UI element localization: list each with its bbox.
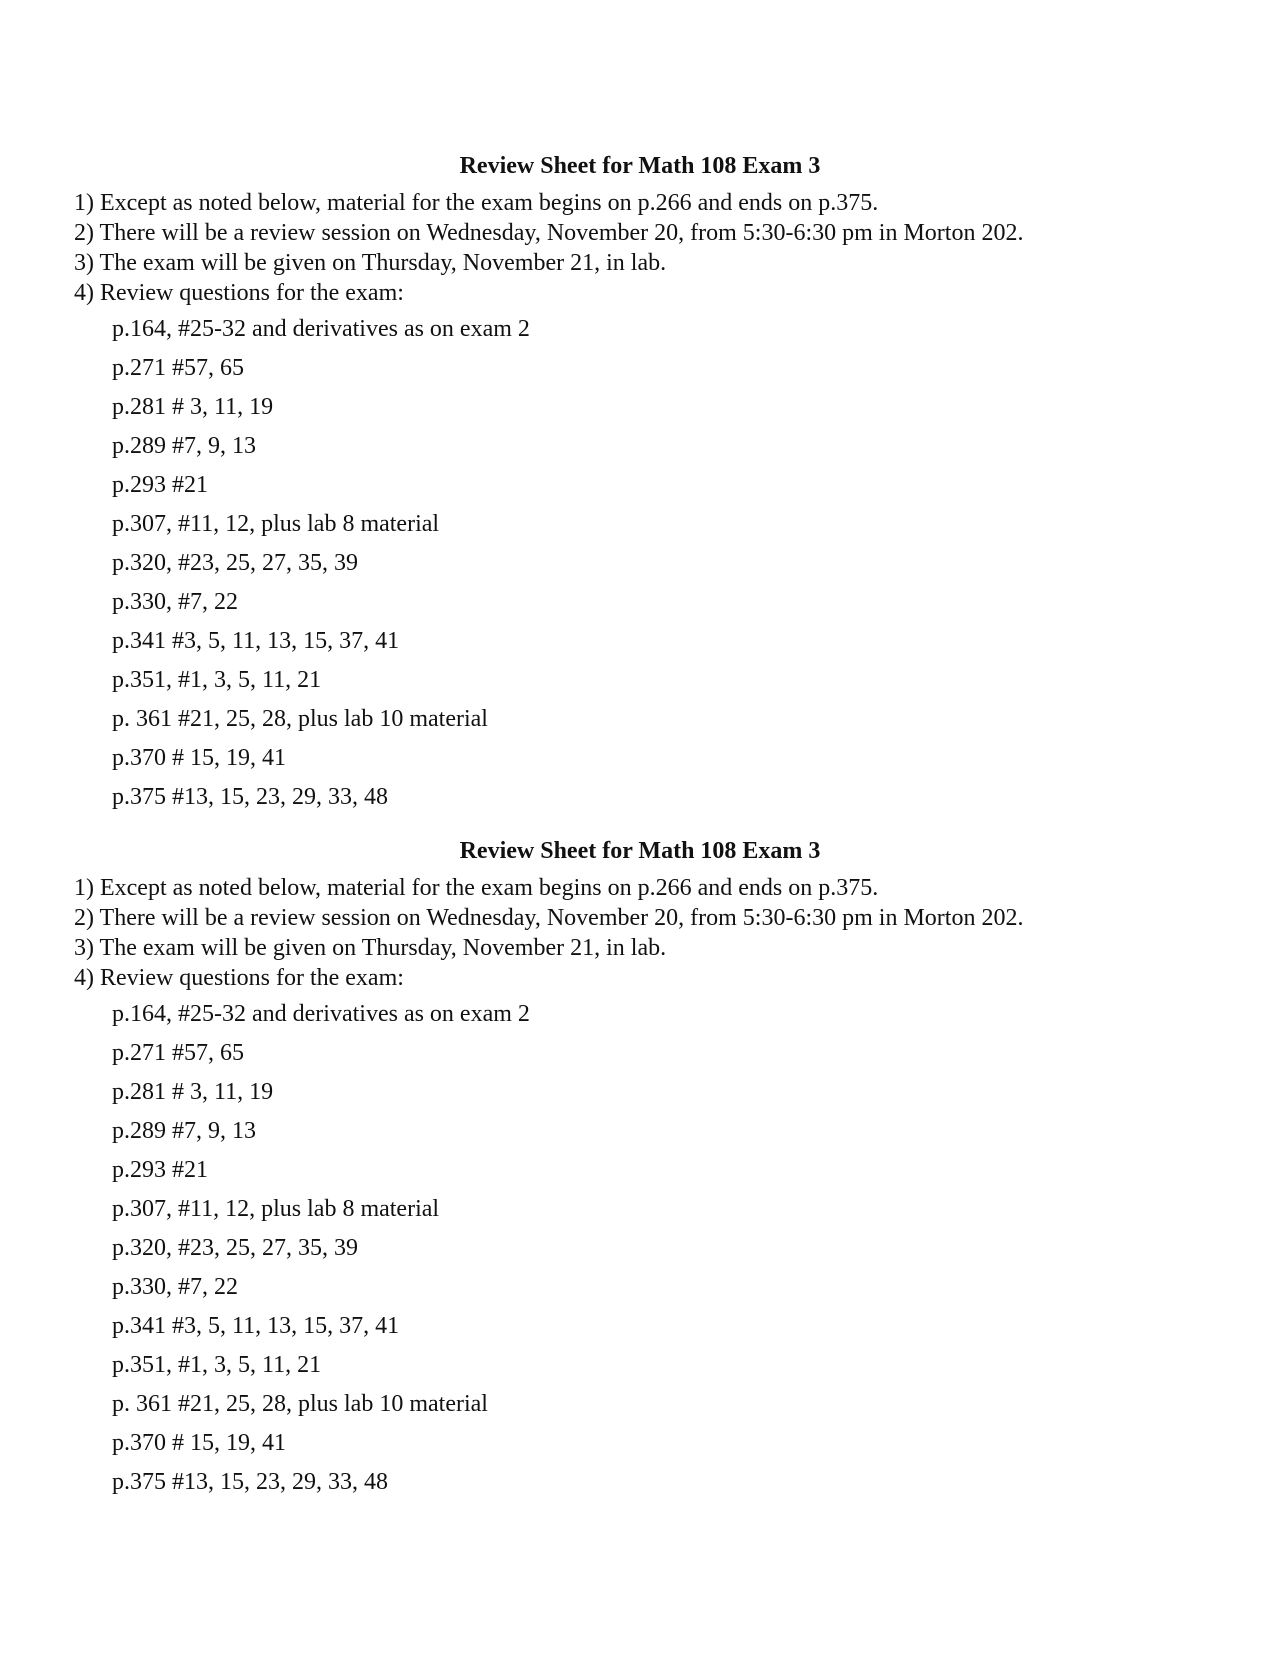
question-item: p.164, #25-32 and derivatives as on exam 2 [112, 1001, 530, 1027]
review-questions-list [112, 995, 530, 1502]
question-item: p.281 # 3, 11, 19 [112, 394, 274, 420]
note-item: 2) There will be a review session on Wednesday, November 20, from 5:30-6:30 pm in Morton 202. [74, 905, 1024, 931]
question-item: p.375 #13, 15, 23, 29, 33, 48 [112, 1469, 388, 1495]
question-item: p.330, #7, 22 [112, 1274, 238, 1300]
exam-notes-list [74, 873, 1023, 993]
question-item: p.370 # 15, 19, 41 [112, 1430, 286, 1456]
question-item: p.307, #11, 12, plus lab 8 material [112, 1196, 440, 1222]
sheet-title: Review Sheet for Math 108 Exam 3 [459, 838, 821, 864]
question-item: p.370 # 15, 19, 41 [112, 745, 286, 771]
question-item: p.320, #23, 25, 27, 35, 39 [112, 550, 358, 576]
note-item: 2) There will be a review session on Wednesday, November 20, from 5:30-6:30 pm in Morton 202. [74, 220, 1024, 246]
question-item: p.293 #21 [112, 1157, 208, 1183]
note-item: 3) The exam will be given on Thursday, November 21, in lab. [74, 250, 667, 276]
note-item: 1) Except as noted below, material for the exam begins on p.266 and ends on p.375. [74, 190, 879, 216]
note-item: 1) Except as noted below, material for the exam begins on p.266 and ends on p.375. [74, 875, 879, 901]
question-item: p.351, #1, 3, 5, 11, 21 [112, 1352, 322, 1378]
note-item: 4) Review questions for the exam: [74, 965, 404, 991]
question-item: p.271 #57, 65 [112, 1040, 244, 1066]
question-item: p.375 #13, 15, 23, 29, 33, 48 [112, 784, 388, 810]
review-questions-list [112, 310, 530, 817]
question-item: p.330, #7, 22 [112, 589, 238, 615]
question-item: p.320, #23, 25, 27, 35, 39 [112, 1235, 358, 1261]
question-item: p.271 #57, 65 [112, 355, 244, 381]
note-item: 3) The exam will be given on Thursday, November 21, in lab. [74, 935, 667, 961]
question-item: p.293 #21 [112, 472, 208, 498]
question-item: p.281 # 3, 11, 19 [112, 1079, 274, 1105]
note-item: 4) Review questions for the exam: [74, 280, 404, 306]
question-item: p.341 #3, 5, 11, 13, 15, 37, 41 [112, 628, 400, 654]
exam-notes-list [74, 188, 1023, 308]
question-item: p.341 #3, 5, 11, 13, 15, 37, 41 [112, 1313, 400, 1339]
sheet-title: Review Sheet for Math 108 Exam 3 [459, 153, 821, 179]
question-item: p.289 #7, 9, 13 [112, 1118, 256, 1144]
question-item: p.307, #11, 12, plus lab 8 material [112, 511, 440, 537]
question-item: p.164, #25-32 and derivatives as on exam 2 [112, 316, 530, 342]
question-item: p. 361 #21, 25, 28, plus lab 10 material [112, 706, 488, 732]
question-item: p. 361 #21, 25, 28, plus lab 10 material [112, 1391, 488, 1417]
question-item: p.289 #7, 9, 13 [112, 433, 256, 459]
question-item: p.351, #1, 3, 5, 11, 21 [112, 667, 322, 693]
